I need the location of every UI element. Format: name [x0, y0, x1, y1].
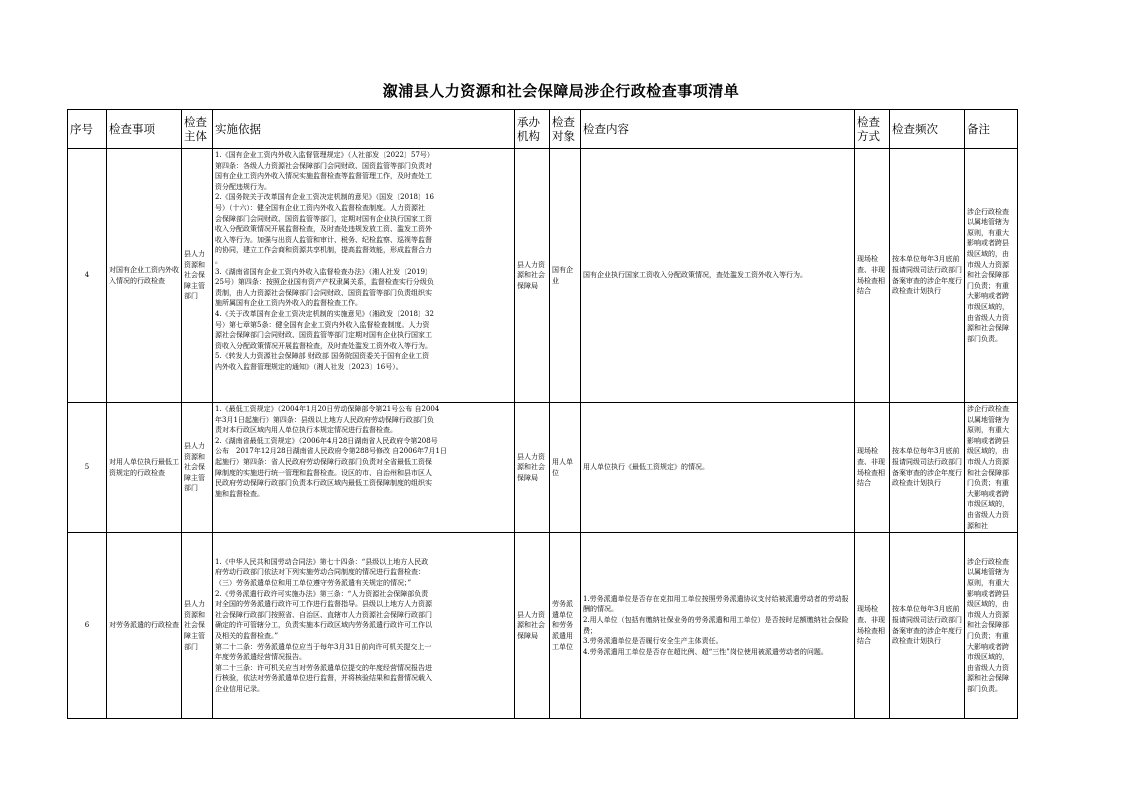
- basis-line: 的协同，建立工作会商和资源共享机制，提高监督效能，形成监督合力: [215, 246, 432, 255]
- row-org: 县人力资源和社会保障局: [515, 149, 550, 403]
- header-org: 承办机构: [515, 110, 550, 149]
- basis-line: 民政府劳动保障行政部门负责本行政区域内最低工资保障制度的组织实: [215, 479, 432, 488]
- row-content: 国有企业执行国家工资收入分配政策情况，查处滥发工资外收入等行为。: [581, 149, 855, 403]
- row-target: 劳务派遣单位和劳务派遣用工单位: [550, 533, 581, 719]
- row-method: 现场检查、非现场检查相结合: [855, 533, 890, 719]
- basis-line: 。: [215, 256, 222, 265]
- basis-line: 年度劳务派遣经营情况报告。: [215, 653, 306, 662]
- basis-line: 内外收入监督管理规定的通知》（湘人社发〔2023〕16号）。: [215, 362, 403, 371]
- row-item: 对用人单位执行最低工资规定的行政检查: [107, 403, 182, 533]
- basis-line: 国有企业工资内外收入情况实施监督检查等监督管理工作，及时查处工: [215, 172, 432, 181]
- row-item: 对劳务派遣的行政检查: [107, 533, 182, 719]
- basis-line: 第二十二条：劳务派遣单位应当于每年3月31日前向许可机关提交上一: [215, 642, 432, 651]
- row-method: 现场检查、非现场检查相结合: [855, 403, 890, 533]
- header-no: 序号: [68, 110, 107, 149]
- basis-line: 社会保障行政部门按照省、自治区、直辖市人力资源社会保障行政部门: [215, 610, 432, 619]
- basis-line: 2.《国务院关于改革国有企业工资决定机制的意见》（国发〔2018〕16: [215, 193, 434, 202]
- inspection-table: [67, 109, 1018, 719]
- page-title: 溆浦县人力资源和社会保障局涉企行政检查事项清单: [382, 82, 740, 100]
- basis-line: 行核验，依法对劳务派遣单位进行监督，并将核验结果和监督情况载入: [215, 674, 432, 683]
- basis-line: 收入分配政策情况开展监督检查，及时查处违规发放工资、滥发工资外: [215, 225, 432, 234]
- row-method: 现场检查、非现场检查相结合: [855, 149, 890, 403]
- row-content: [581, 533, 855, 719]
- row-subject: 县人力资源和社会保障主管部门: [182, 403, 213, 533]
- basis-line: 1.《国有企业工资内外收入监督管理规定》（人社部发〔2022〕57号）: [215, 151, 434, 159]
- content-line: 3.劳务派遣单位是否履行安全生产主体责任。: [583, 637, 723, 646]
- row-no: 4: [68, 149, 107, 403]
- basis-line: 资收入分配政策情况开展监督检查，及时查处滥发工资外收入等行为。: [215, 341, 432, 350]
- basis-line: 资分配违规行为。: [215, 182, 271, 191]
- basis-line: 收入等行为。加强与出资人监管和审计、税务、纪检监察、巡视等监督: [215, 235, 432, 244]
- basis-line: 府劳动行政部门依法对下列实施劳动合同制度的情况进行监督检查：: [215, 568, 425, 577]
- row-remark: 涉企行政检查以属地管辖为原则，有重大影响或者跨县级区域的，由市级人力资源和社会保障部门负责；有重大影响或者跨市级区域的，由省级人力资源和社会保障部门负责。: [965, 149, 1018, 403]
- table-row: [68, 533, 1018, 719]
- basis-line: 2.《湖南省最低工资规定》（2006年4月28日湖南省人民政府令第208号: [215, 436, 438, 445]
- basis-line: 起施行）第四条：省人民政府劳动保障行政部门负责对全省最低工资保: [215, 457, 432, 466]
- row-basis: [213, 533, 515, 719]
- basis-line: 25号）第四条：按照企业国有资产产权隶属关系，监督检查实行分级负: [215, 278, 434, 287]
- content-line: 1.劳务派遣单位是否存在克扣用工单位按照劳务派遣协议支付给被派遣劳动者的劳动报酬的情况。: [583, 594, 849, 614]
- basis-line: 会保障部门会同财政、国资监管等部门，定期对国有企业执行国家工资: [215, 214, 432, 223]
- row-frequency: 按本单位每年3月底前报请同级司法行政部门备案审查的涉企年度行政检查计划执行: [890, 533, 965, 719]
- row-remark: 涉企行政检查以属地管辖为原则，有重大影响或者跨县级区域的，由市级人力资源和社会保障部门负责；有重大影响或者跨市级区域的，由省级人力资源和社: [965, 403, 1018, 533]
- basis-line: 4.《关于改革国有企业工资决定机制的实施意见》（湘政发〔2018〕32: [215, 309, 434, 318]
- basis-line: 责制，由人力资源社会保障部门会同财政、国资监管等部门负责组织实: [215, 288, 432, 297]
- table-row: [68, 403, 1018, 533]
- basis-line: 第二十三条：许可机关应当对劳务派遣单位提交的年度经营情况报告进: [215, 663, 432, 672]
- basis-line: 障制度的实施进行统一管理和监督检查。设区的市、自治州和县市区人: [215, 468, 432, 477]
- row-no: 6: [68, 533, 107, 719]
- basis-line: 对全国的劳务派遣行政许可工作进行监督指导。县级以上地方人力资源: [215, 600, 432, 609]
- basis-line: 号）（十六）：健全国有企业工资内外收入监督检查制度。人力资源社: [215, 203, 425, 212]
- row-content: 用人单位执行《最低工资规定》的情况。: [581, 403, 855, 533]
- row-basis: [213, 149, 515, 403]
- row-target: 用人单位: [550, 403, 581, 533]
- row-no: 5: [68, 403, 107, 533]
- header-target: 检查对象: [550, 110, 581, 149]
- header-item: 检查事项: [107, 110, 182, 149]
- basis-line: 公布 2017年12月28日湖南省人民政府令第288号修改 自2006年7月1日: [215, 447, 447, 456]
- header-remark: 备注: [965, 110, 1018, 149]
- basis-line: 第四条：各级人力资源社会保障部门会同财政、国资监管等部门负责对: [215, 161, 432, 170]
- table-row: [68, 149, 1018, 403]
- row-org: 县人力资源和社会保障局: [515, 533, 550, 719]
- basis-line: 源社会保障部门会同财政、国资监管等部门定期对国有企业执行国家工: [215, 331, 432, 340]
- basis-line: 2.《劳务派遣行政许可实施办法》第三条：“人力资源社会保障部负责: [215, 589, 429, 598]
- row-item: 对国有企业工资内外收入情况的行政检查: [107, 149, 182, 403]
- row-frequency: 按本单位每年3月底前报请同级司法行政部门备案审查的涉企年度行政检查计划执行: [890, 149, 965, 403]
- row-org: 县人力资源和社会保障局: [515, 403, 550, 533]
- basis-line: （三）劳务派遣单位和用工单位遵守劳务派遣有关规定的情况；”: [215, 578, 412, 587]
- row-subject: 县人力资源和社会保障主管部门: [182, 533, 213, 719]
- row-remark: 涉企行政检查以属地管辖为原则，有重大影响或者跨县级区域的，由市级人力资源和社会保障部门负责；有重大影响或者跨市级区域的，由省级人力资源和社会保障部门负责。: [965, 533, 1018, 719]
- content-line: 4.劳务派遣用工单位是否存在超比例、超“三性”岗位使用被派遣劳动者的问题。: [583, 647, 828, 656]
- row-basis: [213, 403, 515, 533]
- header-basis: 实施依据: [213, 110, 515, 149]
- row-frequency: 按本单位每年3月底前报请同级司法行政部门备案审查的涉企年度行政检查计划执行: [890, 403, 965, 533]
- basis-line: 5.《转发人力资源社会保障部 财政部 国务院国资委关于国有企业工资: [215, 352, 430, 361]
- basis-line: 1.《最低工资规定》（2004年1月20日劳动保障部令第21号公布 自2004: [215, 405, 440, 413]
- row-target: 国有企业: [550, 149, 581, 403]
- row-subject: 县人力资源和社会保障主管部门: [182, 149, 213, 403]
- basis-line: 年3月1日起施行）第四条：县级以上地方人民政府劳动保障行政部门负: [215, 415, 434, 424]
- basis-line: 号）第七章第5条：健全国有企业工资内外收入监督检查制度。人力资: [215, 320, 430, 329]
- basis-line: 1.《中华人民共和国劳动合同法》第七十四条：“县级以上地方人民政: [215, 557, 429, 566]
- header-method: 检查方式: [855, 110, 890, 149]
- basis-line: 施所属国有企业工资内外收入的监督检查工作。: [215, 299, 362, 308]
- basis-line: 责对本行政区域内用人单位执行本规定情况进行监督检查。: [215, 426, 397, 435]
- basis-line: 企业信用记录。: [215, 684, 264, 693]
- basis-line: 确定的许可管辖分工，负责实施本行政区域内劳务派遣行政许可工作以: [215, 621, 432, 630]
- content-line: 2.用人单位（包括有缴纳社保业务的劳务派遣和用工单位）是否按时足额缴纳社会保险费；: [583, 616, 849, 635]
- basis-line: 3.《湖南省国有企业工资内外收入监督检查办法》（湘人社发〔2019〕: [215, 267, 432, 276]
- basis-line: 及相关的监督检查。”: [215, 631, 279, 640]
- header-content: 检查内容: [581, 110, 855, 149]
- header-frequency: 检查频次: [890, 110, 965, 149]
- basis-line: 施和监督检查。: [215, 489, 264, 498]
- header-subject: 检查主体: [182, 110, 213, 149]
- table-header-row: [68, 110, 1018, 149]
